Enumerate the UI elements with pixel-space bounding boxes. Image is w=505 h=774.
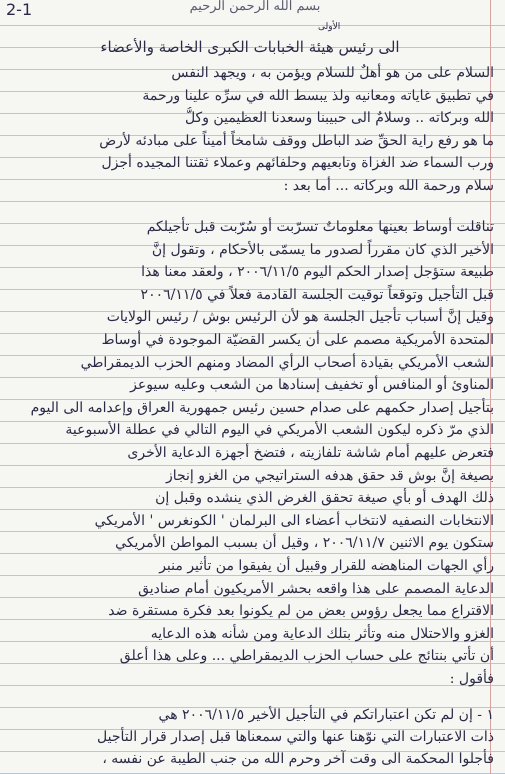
text-line: ١ - إن لم تكن اعتباراتكم في التأجيل الأخير ٢٠٠٦/١١/٥ هي [158,707,494,723]
text-line: الانتخابات النصفيه لانتخاب أعضاء الى البرلمان ' الكونغرس ' الأمريكي [94,512,494,529]
text-line: الدعاية المصمم على هذا واقعه بحشر الأمريكيون أمام صناديق [138,580,494,597]
text-line: ذلك الهدف أو بأي صيغة تحقق الغرض الذي ينشده وقبل إن [155,490,494,507]
letter-heading [30,36,470,58]
text-line: ذات الاعتبارات التي نوّهنا عنها والتي سمعناها قبل إصدار قرار التأجيل [97,729,494,745]
text-line: المتحدة الأمريكية مصمم على أن يكسر القضيّة الموجودة في أوساط [101,332,494,348]
text-line: فتعرض عليهم أمام شاشة تلفازيته ، فتضخ أجهزة الدعاية الأخرى [127,445,494,461]
text-line: بصيغة إنَّ بوش قد حقق هدفه الستراتيجي من الغزو إنجاز [165,467,494,484]
text-line: سلام ورحمة الله وبركاته ... أما بعد : [283,177,494,194]
text-line: الأخير الذي كان مقرراً لصدور ما يسمّى بالأحكام ، وتقول إنَّ [151,241,494,258]
text-line: ما هو رفع راية الحقِّ ضد الباطل ووقف شامخاً أميناً على مبادئه لأرض [99,132,494,149]
text-line: السلام على من هو أهلٌ للسلام ويؤمن به ، ويجهد النفس [171,65,494,81]
text-line: ستكون يوم الاثنين ٢٠٠٦/١١/٧ ، وقيل أن بسبب المواطن الأمريكي [115,535,494,552]
basmala-header: بسم الله الرحمن الرحيم [189,0,321,14]
text-line: فأقول : [449,671,494,687]
text-line: الشعب الأمريكي بقيادة أصحاب الرأي المضاد ومنهم الحزب الديمقراطي [80,354,494,371]
page-number: 2-1 [6,0,33,19]
heading-insertion-note: الأولى [318,22,341,32]
text-line: المناوئ أو المنافس أو تخفيف إسنادها من الشعب وعليه سيوعز [130,377,494,394]
text-line: أن تأتي بنتائج على حساب الحزب الديمقراطي ... وعلى هذا أعلق [119,648,494,665]
text-line: تناقلت أوساط بعينها معلوماتٌ تسرّبت أو سُرّبت قبل تأجيلكم [146,219,494,235]
text-line: وقيل إنَّ أسباب تأجيل الجلسة هو لأن الرئيس بوش / رئيس الولايات [106,309,494,326]
text-line: الغزو والاحتلال منه وتأثر بتلك الدعاية ومن شأنه هذه الدعايه [150,625,494,642]
text-line: فأجلوا المحكمة الى وقت آخر وحرم الله من جنب الطيبة عن نفسه ، [102,751,494,767]
text-line: رأي الجهات المناهضه للقرار وقبيل أن يفيقوا من تأثير منبر [159,558,494,574]
text-line: طبيعة ستؤجل إصدار الحكم اليوم ٢٠٠٦/١١/٥ ، ولعقد معنا هذا [141,264,494,281]
text-line: الله وبركاته .. وسلامٌ الى حبيبنا وسعدنا العظيمين وكلُّ [184,110,494,126]
heading-text: الى رئيس هيئة الخبابات الكبرى الخاصة والأعضاء [100,38,400,56]
text-line: في تطبيق غاياته ومعانيه ولذ يبسط الله في سرِّه علينا ورحمة [142,87,494,104]
text-line: قبل التأجيل وتوقعاً توقيت الجلسة القادمة فعلاً في ٢٠٠٦/١١/٥ [140,286,494,303]
text-line: بتأجيل إصدار حكمهم على صدام حسين رئيس جمهورية العراق وإعدامه الى اليوم [30,399,494,416]
text-line: ورب السماء ضد الغزاة وتابعيهم وحلفائهم وعملاء ثقتنا المجيده أجزل [101,155,494,171]
text-line: الذي مرّ ذكره ليكون الشعب الأمريكي في اليوم التالي في عطلة الأسبوعية [65,422,494,439]
text-line: الاقتراع مما يجعل رؤوس بعض من لم يكونوا بعد فكرة مستقرة ضد [108,603,494,620]
